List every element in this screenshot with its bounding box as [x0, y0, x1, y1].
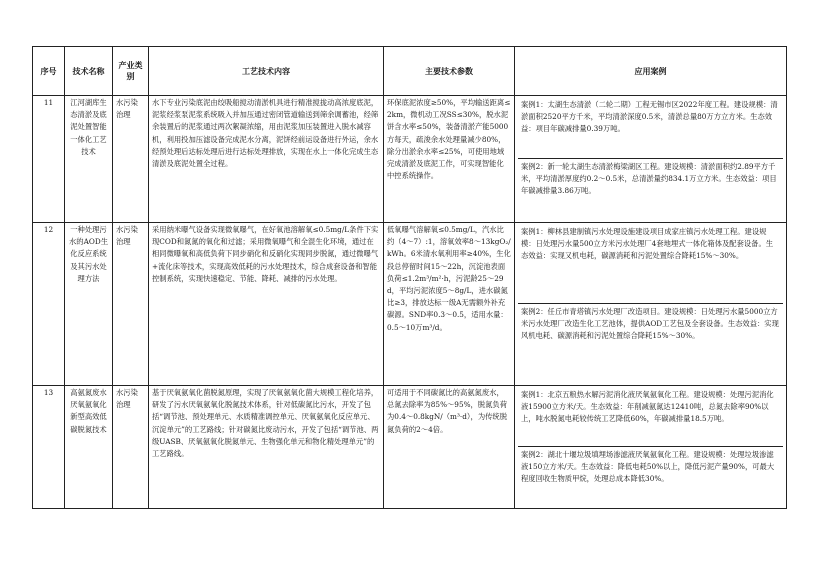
technology-name: 一种处理污水的AOD生化反应系统及其污水处理方法: [65, 223, 113, 386]
application-cases: [515, 96, 787, 223]
header-serial: 序号: [33, 47, 65, 96]
case-item: 案例1：柳林县建制镇污水处理设施建设项目成家庄镇污水处理工程。建设规模：日处理污水量500立方米污水处理厂4套地埋式一体化箱体及配套设备。生态效益：实现又机电耗，碳源消耗和污泥处置综合降耗15%～30%。: [518, 224, 783, 304]
row-number: 13: [33, 386, 65, 509]
process-content: 采用纳米曝气设备实现微氧曝气，在好氧池溶解氧≤0.5mg/L条件下实现COD和氮氮的氧化和过滤；采用微氧曝气和全混生化环境，通过在相同微曝氧和高低负荷下同步硝化和反硝化实现同步脱氮，通过微曝气+流化床等技术，实现高效低耗的污水处理技术，综合成套设备和智能控制系统，实现快速稳定、节能、降耗、减排的污水处理。: [149, 223, 384, 386]
case-item: 案例2：湖北十堰垃圾填埋场渗滤液厌氧氨氧化工程。建设规模：处理垃圾渗滤液150立方米/天。生态效益：降低电耗50%以上，降低污泥产量90%，可最大程度回收生物质甲烷，处理总成本降低30%。: [521, 450, 775, 484]
technical-parameters: 低氧曝气溶解氧≤0.5mg/L，汽水比约（4～7）:1，溶氧效率8～13kgO₂/kWh。6米清水氧利用率≥40%，生化段总停留时间15～22h，沉淀池表面负荷≤1.2m³/m²·h，污泥龄25～29d，平均污泥浓度5～8g/L，进水碳氮比≥3，排放达标一级A无需额外补充碳源。SND率0.3～0.5，适用水量：0.5～10万m³/d。: [384, 223, 515, 386]
case-item: 案例2：任丘市青塔镇污水处理厂改造项目。建设规模：日处理污水量5000立方米污水处理厂改造生化工艺池体，提供AOD工艺包及全套设备。生态效益：实现风机电耗、碳源消耗和污泥处置综合降耗15%～30%。: [521, 307, 779, 341]
technology-name: 高氨氮废水厌氧氨氧化新型高效低碳脱氮技术: [65, 386, 113, 509]
row-number: 12: [33, 223, 65, 386]
table-header-row: [33, 47, 787, 96]
technical-parameters: 可适用于不同碳氮比的高氨氮废水，总氮去除率为85%～95%，脱氮负荷为0.4～0.8kgN/（m³·d），为传统脱氮负荷的2～4倍。: [384, 386, 515, 509]
technology-name: 江河湖库生态清淤及底泥处置智能一体化工艺技术: [65, 96, 113, 223]
industry-category: 水污染治理: [113, 96, 149, 223]
row-number: 11: [33, 96, 65, 223]
table-row: [33, 386, 787, 509]
process-content: 基于厌氧氨氧化菌脱氮原理，实现了厌氧氨氧化菌大规模工程化培养，研发了污水厌氧氨氧化脱氮技术体系，针对低碳氮比污水，开发了包括“调节池、预处理单元、水质精准调控单元、厌氧氨氧化反应单元、沉淀单元”的工艺路线；针对碳氮比废动污水，开发了包括“调节池、两级UASB、厌氧氨氧化脱氮单元、生物强化单元和物化精处理单元”的工艺路线。: [149, 386, 384, 509]
case-item: 案例1：太湖生态清淤（二轮二期）工程无锡市区2022年度工程。建设规模：清淤面积2520平方千米，平均清淤深度0.5米，清淤总量80万方立方米。生态效益：项目年碳减排量0.39万吨。: [518, 97, 783, 159]
table-row: [33, 223, 787, 386]
industry-category: 水污染治理: [113, 223, 149, 386]
case-item: 案例2：新一轮太湖生态清淤梅梁湖区工程。建设规模：清淤面积约2.89平方千米，平均清淤厚度约0.2～0.5米，总清淤量约834.1万立方米。生态效益：项目年碳减排量3.86万吨。: [521, 162, 777, 196]
header-tech-name: 技术名称: [65, 47, 113, 96]
header-main-params: 主要技术参数: [384, 47, 515, 96]
document-table: [32, 46, 787, 509]
process-content: 水下专业污染底泥由绞吸船搅动清淤机具进行精准搅拢动高浓度底泥，泥浆经浆泵泥浆系统吸入并加压通过密闭管道输送到筛余调蓄池，经筛余装置后的泥浆通过两次絮凝浓缩，用由泥浆加压装置进入脱水减容机，利用投加压滤设备完成泥水分离，泥饼经前运设备进行外运，余水经预处理后达标处理后进行达标处理排放，实现在水上一体化完成生态清淤及底泥处置全过程。: [149, 96, 384, 223]
table-row: [33, 96, 787, 223]
header-process-content: 工艺技术内容: [149, 47, 384, 96]
technical-parameters: 环保底泥浓度≥50%，平均输送距离≤2km，微机动工况SS≤30%，脱水泥饼含水率≤50%，装备清淤产能5000方每天，疏浚余水处理量减少80%，除分出淤余水率≤25%，可使用地域完成清淤及底泥工作，可实现智能化中控系统操作。: [384, 96, 515, 223]
industry-category: 水污染治理: [113, 386, 149, 509]
application-cases: [515, 386, 787, 509]
header-application-cases: 应用案例: [515, 47, 787, 96]
case-item: 案例1：北京五粮热水解污泥消化液厌氧氨氧化工程。建设规模：处理污泥消化液15900立方米/天。生态效益：年削减氨氮达12410吨，总氮去除率90%以上，吨水脱氮电耗较传统工艺降低60%，年碳减排量18.5万吨。: [518, 387, 783, 447]
header-category: 产业类别: [113, 47, 149, 96]
application-cases: [515, 223, 787, 386]
